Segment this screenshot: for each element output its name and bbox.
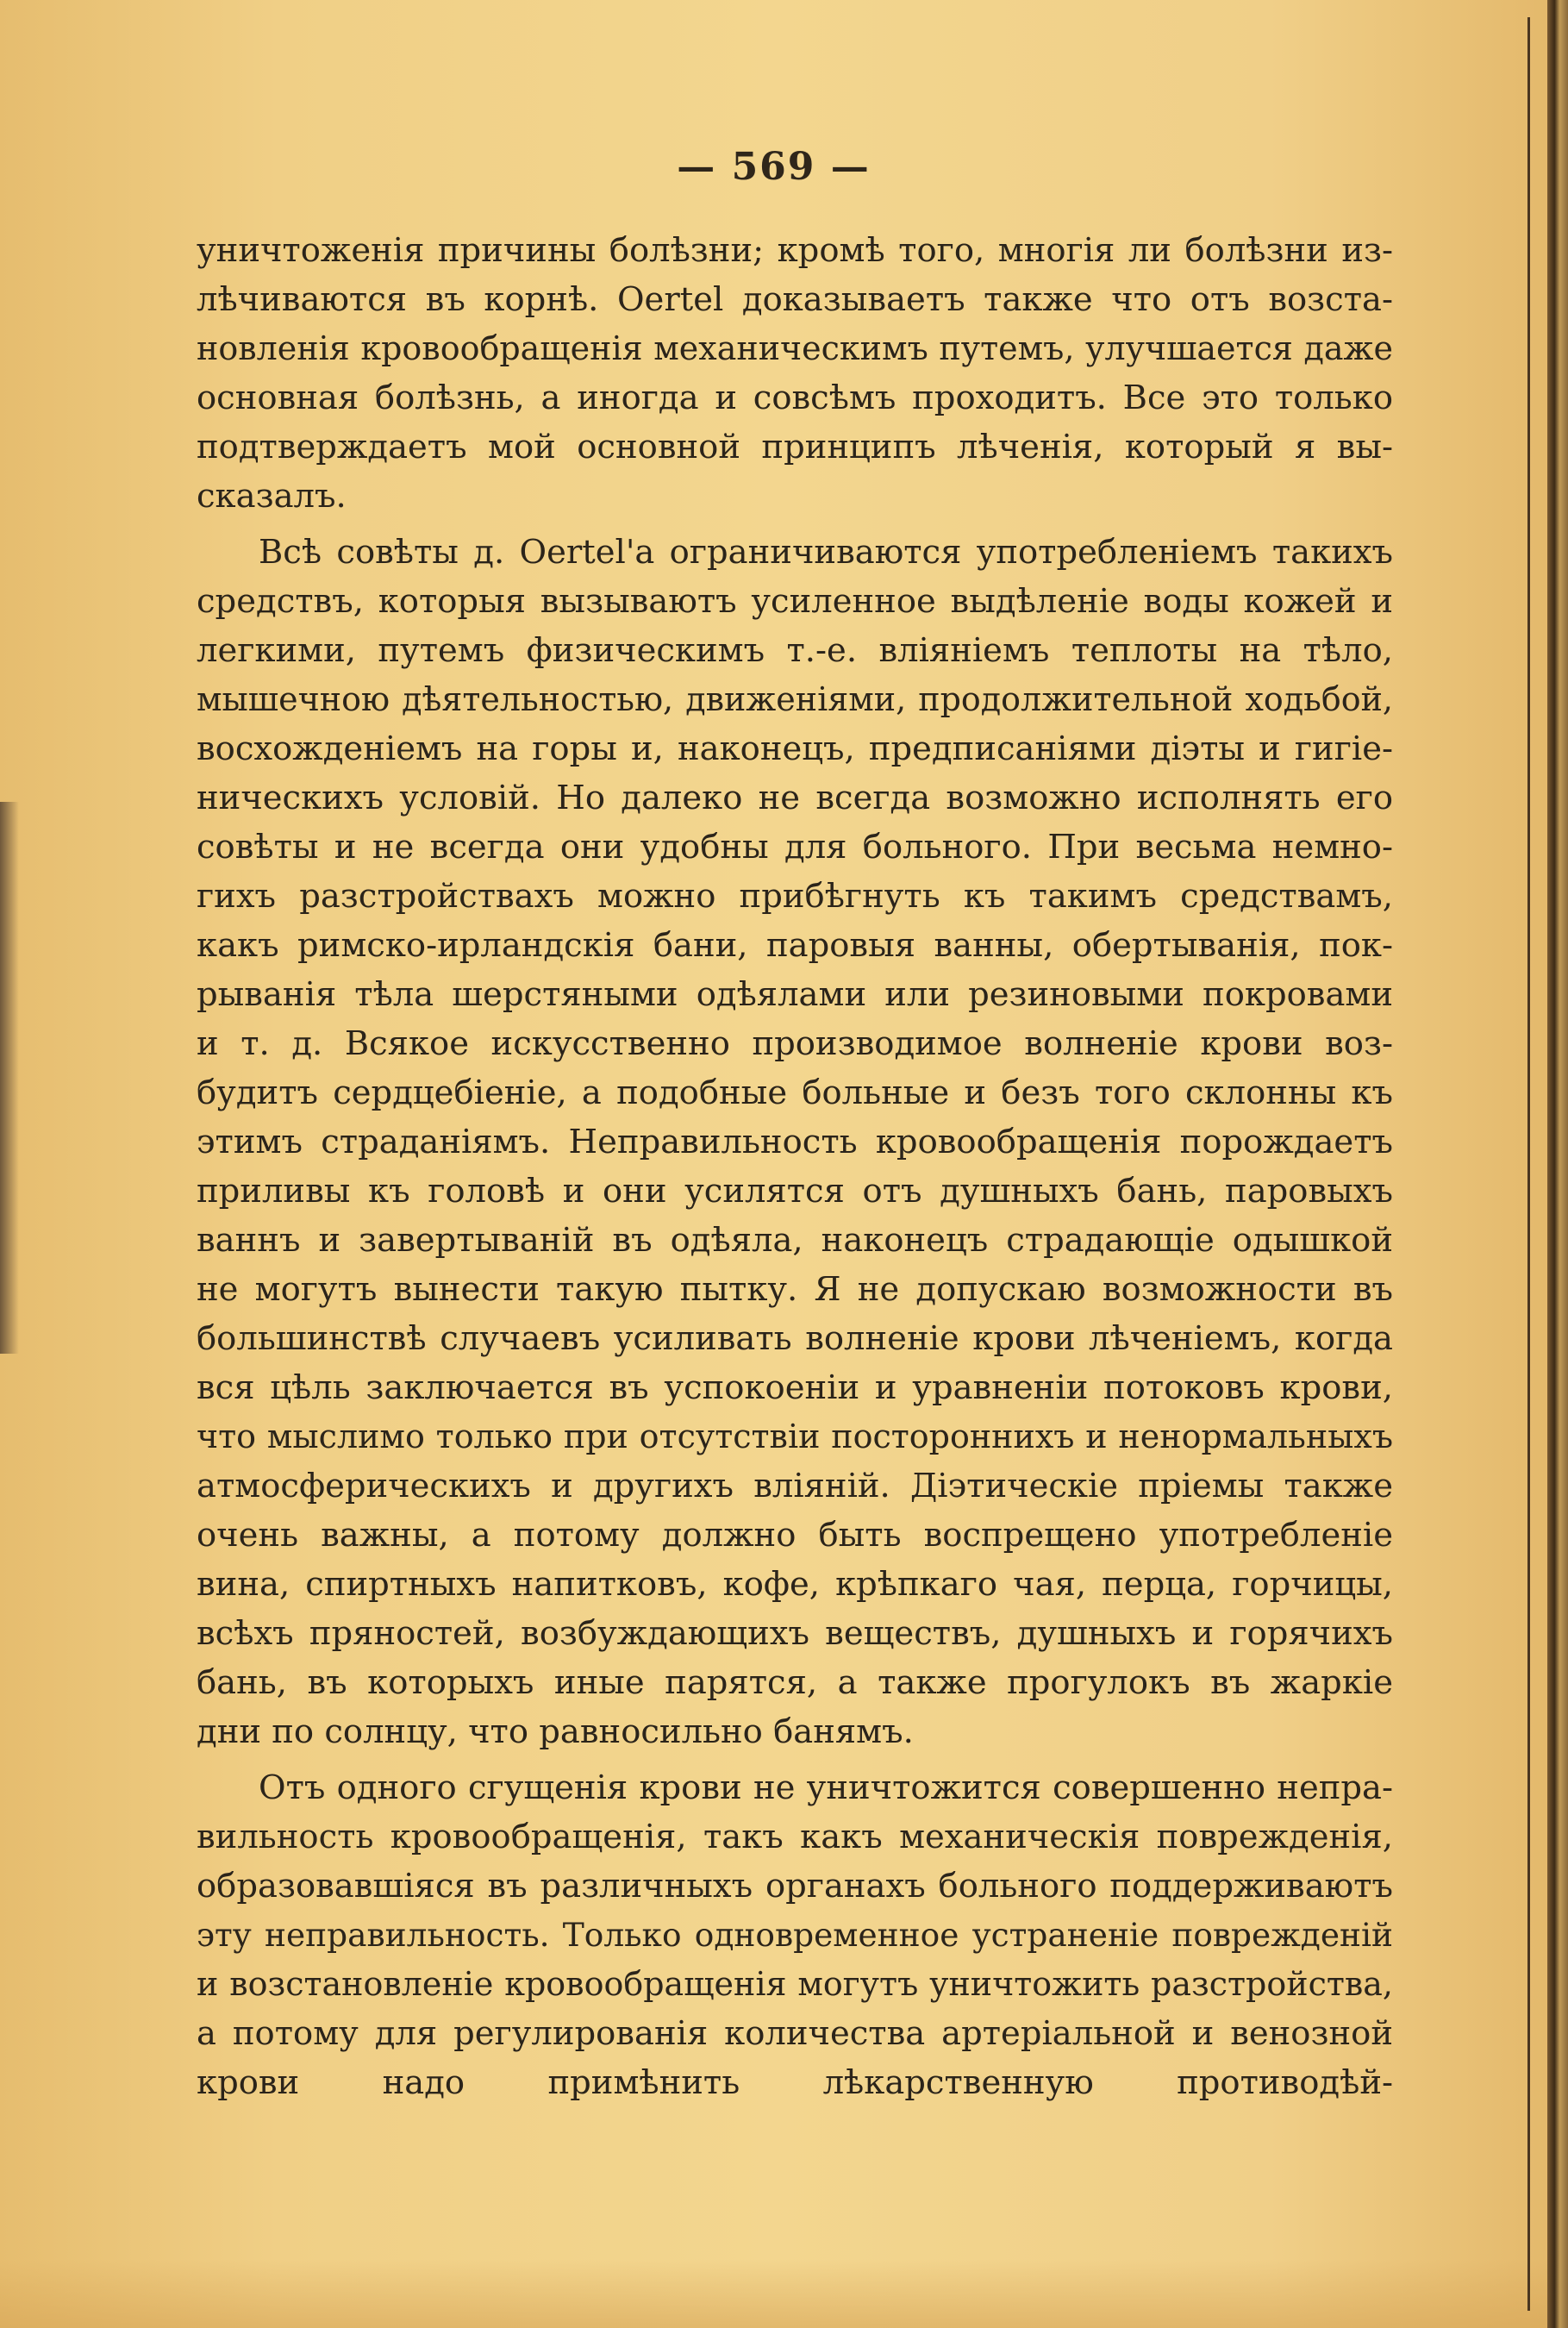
text-line: что мыслимо только при отсутствіи постороннихъ и ненормальныхъ	[197, 1417, 1393, 1455]
text-line: Отъ одного сгущенія крови не уничтожится совершенно непра-	[259, 1768, 1393, 1807]
body-text	[197, 226, 1393, 2107]
text-line: средствъ, которыя вызываютъ усиленное выдѣленіе воды кожей и	[197, 582, 1393, 621]
text-line: сказалъ.	[197, 477, 347, 516]
text-line: и т. д. Всякое искусственно производимое волненіе крови воз-	[197, 1024, 1393, 1063]
paragraph-2	[197, 528, 1393, 1756]
text-line: подтверждаетъ мой основной принципъ лѣченія, который я вы-	[197, 428, 1393, 466]
text-line: эту неправильность. Только одновременное устраненіе поврежденій	[197, 1916, 1393, 1954]
text-line: уничтоженія причины болѣзни; кромѣ того, многія ли болѣзни из-	[197, 231, 1393, 270]
text-line: образовавшіяся въ различныхъ органахъ больного поддерживаютъ	[197, 1867, 1393, 1906]
text-line: гихъ разстройствахъ можно прибѣгнуть къ такимъ средствамъ,	[197, 877, 1393, 916]
text-line: вся цѣль заключается въ успокоеніи и уравненіи потоковъ крови,	[197, 1368, 1393, 1407]
text-line: всѣхъ пряностей, возбуждающихъ веществъ, душныхъ и горячихъ	[197, 1614, 1393, 1653]
text-line: лѣчиваются въ корнѣ. Oertel доказываетъ также что отъ возста-	[197, 280, 1393, 319]
text-line: а потому для регулированія количества артеріальной и венозной	[197, 2014, 1393, 2053]
page-bottom-shade	[0, 2259, 1547, 2328]
paragraph-1	[197, 226, 1393, 521]
text-line: бань, въ которыхъ иные парятся, а также прогулокъ въ жаркіе	[197, 1663, 1393, 1702]
text-line: не могутъ вынести такую пытку. Я не допускаю возможности въ	[197, 1270, 1393, 1309]
text-line: новленія кровообращенія механическимъ путемъ, улучшается даже	[197, 329, 1393, 367]
text-line: дни по солнцу, что равносильно банямъ.	[197, 1712, 914, 1751]
text-line: вильность кровообращенія, такъ какъ механическія поврежденія,	[197, 1818, 1393, 1856]
text-line: очень важны, а потому должно быть воспрещено употребленіе	[197, 1516, 1393, 1555]
book-spine	[1547, 0, 1568, 2328]
text-line: атмосферическихъ и другихъ вліяній. Діэтическіе пріемы также	[197, 1467, 1393, 1505]
text-line: приливы къ головѣ и они усилятся отъ душныхъ бань, паровыхъ	[197, 1172, 1393, 1211]
text-line: мышечною дѣятельностью, движеніями, продолжительной ходьбой,	[197, 680, 1393, 718]
text-line: Всѣ совѣты д. Oertel'а ограничиваются употребленіемъ такихъ	[259, 533, 1393, 572]
text-line: будитъ сердцебіеніе, а подобные больные и безъ того склонны къ	[197, 1073, 1393, 1112]
text-line: этимъ страданіямъ. Неправильность кровообращенія порождаетъ	[197, 1123, 1393, 1161]
paragraph-3	[197, 1763, 1393, 2107]
text-line: совѣты и не всегда они удобны для больного. При весьма немно-	[197, 828, 1393, 867]
text-line: большинствѣ случаевъ усиливать волненіе крови лѣченіемъ, когда	[197, 1319, 1393, 1358]
text-line: восхожденіемъ на горы и, наконецъ, предписаніями діэты и гигіе-	[197, 729, 1393, 768]
text-line: ническихъ условій. Но далеко не всегда возможно исполнять его	[197, 779, 1393, 817]
text-line: легкими, путемъ физическимъ т.-е. вліяніемъ теплоты на тѣло,	[197, 631, 1393, 670]
text-line: ваннъ и завертываній въ одѣяла, наконецъ страдающіе одышкой	[197, 1221, 1393, 1260]
text-line: вина, спиртныхъ напитковъ, кофе, крѣпкаго чая, перца, горчицы,	[197, 1565, 1393, 1604]
text-line: какъ римско-ирландскія бани, паровыя ванны, обертыванія, пок-	[197, 926, 1393, 965]
left-edge-stain	[0, 802, 19, 1354]
spine-line	[1527, 17, 1530, 2311]
text-line: основная болѣзнь, а иногда и совсѣмъ проходитъ. Все это только	[197, 379, 1393, 417]
text-line: рыванія тѣла шерстяными одѣялами или резиновыми покровами	[197, 975, 1393, 1014]
page-number: — 569 —	[677, 145, 871, 189]
text-line: крови надо примѣнить лѣкарственную противодѣй-	[197, 2063, 1393, 2102]
text-line: и возстановленіе кровообращенія могутъ уничтожить разстройства,	[197, 1965, 1393, 2003]
